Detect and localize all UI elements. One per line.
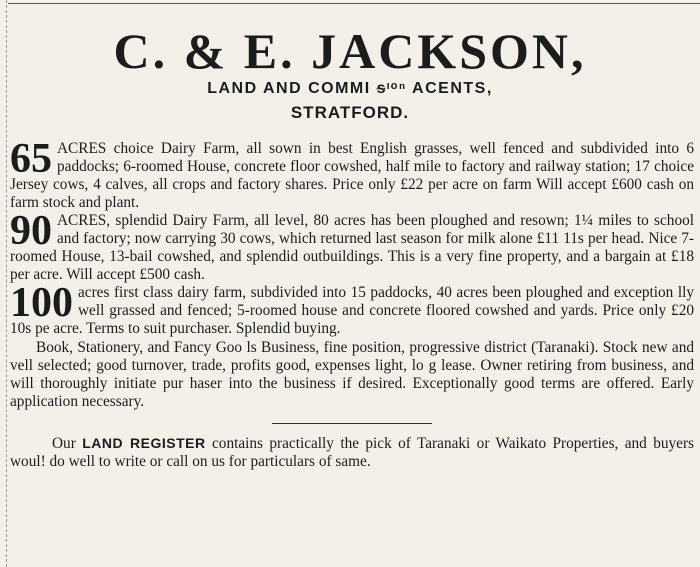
- register-text-end: contains practically the pick of Taranaki or Waikato Properties, and buyers woul! do well to write or call on us for particulars of same.: [10, 435, 695, 470]
- listing-65: [10, 136, 694, 212]
- listing-number: 100: [10, 280, 73, 326]
- section-divider: [272, 423, 432, 424]
- firm-town: STRATFORD.: [290, 103, 410, 122]
- advert-body: [10, 136, 695, 471]
- business-listing: Book, Stationery, and Fancy Goo ls Business, fine position, progressive district (Taranaki). Stock new and vell selected; good turnover, trade, profits good, expenses light, lo g lease. Owner retiring from business, and will thoroughly initiate pur haser into the business if desired. Exceptionally good terms are offered. Early application necessary.: [10, 339, 694, 410]
- firm-subtitle: LAND AND COMMI ᵴᶦᵒⁿ ACENTS,: [207, 80, 493, 97]
- top-rule: [8, 3, 700, 4]
- listing-90: [10, 208, 694, 284]
- listing-number: 90: [10, 208, 52, 254]
- listing-100: [10, 280, 694, 338]
- land-register-notice: [10, 434, 694, 471]
- listing-number: 65: [10, 136, 52, 182]
- register-text-start: Our: [52, 435, 76, 452]
- listing-text: ACRES choice Dairy Farm, all sown in best English grasses, well fenced and subdivided into 6 paddocks; 6-roomed House, concrete floor cowshed, half mile to factory and railway station; 17 choice Jersey cows, 4 calves, all crops and factory shares. Price only £22 per acre on farm Will accept £600 cash on farm stock and plant.: [10, 140, 694, 211]
- listing-text: ACRES, splendid Dairy Farm, all level, 80 acres has been ploughed and resown; 1¼ miles to school and factory; now carrying 30 cows, which returned last season for milk alone £11 11s per head. Nice 7-roomed House, 13-bail cowshed, and splendid outbuildings. This is a very fine property, and a bargain at £18 per acre. Will accept £500 cash.: [10, 212, 694, 283]
- register-title: LAND REGISTER: [82, 435, 206, 451]
- advert-heading: [0, 24, 700, 123]
- listing-text: acres first class dairy farm, subdivided into 15 paddocks, 40 acres been ploughed and exception lly well grassed and fenced; 5-roomed house and concrete floored cowshed and yards. Price only £20 10s pe acre. Terms to suit purchaser. Splendid buying.: [10, 284, 694, 337]
- firm-name: C. & E. JACKSON,: [113, 23, 587, 79]
